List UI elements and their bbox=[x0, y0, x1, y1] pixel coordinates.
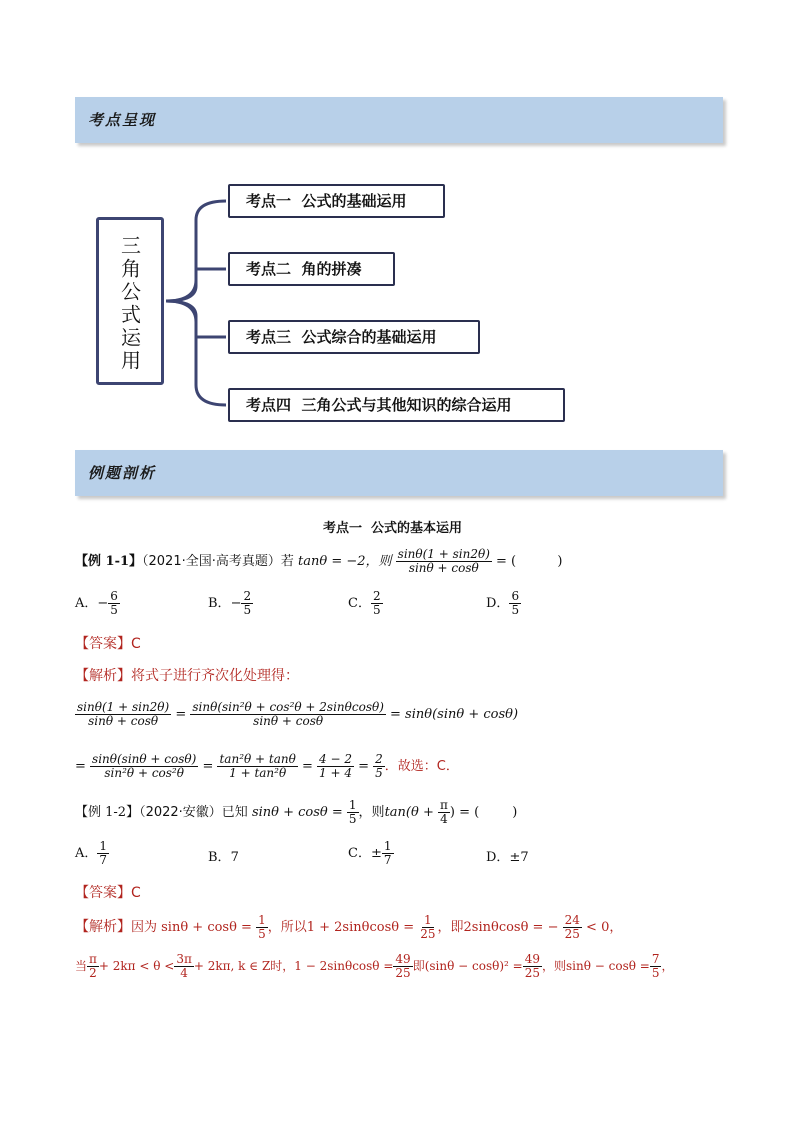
ex2-answer bbox=[75, 882, 141, 902]
option-fraction bbox=[108, 590, 120, 617]
option-sign: ± bbox=[370, 846, 382, 862]
fraction-numerator: 2 bbox=[243, 589, 252, 603]
fraction-numerator: 1 bbox=[99, 839, 108, 853]
analysis-fraction bbox=[563, 914, 582, 941]
fraction-denominator: sinθ + cosθ bbox=[408, 561, 479, 576]
analysis-label: 【解析】 bbox=[75, 919, 131, 936]
derivation-fraction bbox=[190, 701, 386, 728]
fraction-denominator: 1 + tan²θ bbox=[229, 766, 287, 781]
ex1-cond: tanθ = −2，则 bbox=[298, 554, 392, 570]
connector-4 bbox=[166, 301, 226, 405]
connector-2 bbox=[166, 269, 226, 301]
fraction-numerator: 2 bbox=[372, 589, 381, 603]
option-fraction bbox=[371, 590, 383, 617]
fraction-numerator: sinθ(1 + sin2θ) bbox=[397, 547, 490, 561]
derivation-rhs: = sinθ(sinθ + cosθ) bbox=[390, 707, 519, 723]
mindmap-node-1: 考点一 公式的基础运用 bbox=[228, 184, 445, 218]
answer-value: C bbox=[131, 636, 141, 652]
ex1-option-b bbox=[208, 590, 253, 617]
analysis-text: + 2kπ < θ < bbox=[98, 959, 175, 974]
section-title: 考点呈现 bbox=[88, 111, 157, 129]
mindmap-node-2: 考点二 角的拼凑 bbox=[228, 252, 395, 286]
fraction-denominator: 4 bbox=[440, 812, 448, 827]
derivation-fraction bbox=[75, 701, 171, 728]
option-sign: − bbox=[230, 596, 242, 612]
fraction-denominator: 1 + 4 bbox=[319, 766, 352, 781]
option-letter: C． bbox=[348, 596, 371, 612]
fraction-denominator: 5 bbox=[243, 603, 252, 618]
fraction-numerator: 1 bbox=[258, 913, 266, 927]
mindmap-node-3: 考点三 公式综合的基础运用 bbox=[228, 320, 480, 354]
analysis-text: ，则sinθ − cosθ = bbox=[541, 959, 650, 974]
option-fraction bbox=[97, 840, 109, 867]
fraction-numerator: 49 bbox=[395, 952, 411, 966]
ex2-option-d bbox=[486, 846, 529, 865]
fraction-numerator: 7 bbox=[651, 952, 660, 966]
fraction-numerator: 4 − 2 bbox=[319, 752, 352, 766]
ex2-analysis-line-1 bbox=[75, 914, 622, 941]
option-letter: D． bbox=[486, 596, 510, 612]
mindmap-node-4: 考点四 三角公式与其他知识的综合运用 bbox=[228, 388, 565, 422]
fraction-numerator: 2 bbox=[375, 752, 383, 766]
ex1-derivation-line-2: = $\frac{\sin\theta(\sin\theta + \cos\theta)}{\text{sin²θ + cos²θ}}$ = $\frac{\text{tan²θ + tanθ}}{\text{1 + tan²θ}}$ = $\frac{4 - 2}{1 + 4}$ = $\frac{2}{5}$ ．故选：C． bbox=[75, 752, 459, 781]
fraction-numerator: 3π bbox=[176, 952, 192, 966]
fraction-denominator: 25 bbox=[524, 966, 540, 981]
option-value: 7 bbox=[230, 850, 239, 865]
mindmap-root bbox=[96, 217, 164, 385]
fraction-numerator: π bbox=[89, 952, 97, 966]
analysis-fraction bbox=[650, 953, 662, 980]
ex1-option-c bbox=[348, 590, 383, 617]
answer-label: 【答案】 bbox=[75, 885, 131, 901]
ex2-then: ，则 bbox=[358, 805, 385, 821]
fraction-numerator: 24 bbox=[564, 913, 580, 927]
fraction-denominator: 5 bbox=[375, 766, 383, 781]
fraction-numerator: tan²θ + tanθ bbox=[219, 752, 296, 766]
analysis-text: ，即2sinθcosθ = − bbox=[437, 920, 559, 936]
fraction-denominator: 5 bbox=[110, 603, 118, 618]
fraction-denominator: 5 bbox=[511, 603, 520, 618]
ex2-cond: sinθ + cosθ = bbox=[251, 805, 343, 821]
ex2-cond-fraction bbox=[347, 799, 359, 826]
fraction-numerator: 1 bbox=[383, 839, 392, 853]
fraction-denominator: 5 bbox=[651, 966, 660, 981]
option-letter: B． bbox=[208, 596, 231, 612]
option-letter: A． bbox=[75, 846, 98, 862]
ex2-option-c bbox=[348, 840, 394, 867]
analysis-text: < 0， bbox=[586, 920, 623, 936]
analysis-fraction bbox=[256, 914, 268, 941]
fraction-denominator: 2 bbox=[89, 966, 97, 981]
mindmap-root-label: 三角公式运用 bbox=[117, 235, 142, 373]
topic-title: 考点一 公式的基本运用 bbox=[323, 521, 463, 536]
option-letter: C． bbox=[348, 846, 371, 862]
option-fraction bbox=[241, 590, 253, 617]
fraction-numerator: 1 bbox=[424, 913, 432, 927]
analysis-text: 即(sinθ − cosθ)² = bbox=[412, 959, 523, 974]
answer-value: C bbox=[131, 885, 141, 901]
section-title: 例题剖析 bbox=[88, 464, 157, 482]
analysis-text: 当 bbox=[75, 959, 88, 974]
ex1-derivation-line-1: $\frac{\sin\theta(1 + \sin 2\theta)}{\sin\theta + \cos\theta}$ = $\frac{\text{sinθ(sin²θ + cos²θ + 2sinθcosθ)}}{\sin\theta + \cos\theta}$ = sinθ(sinθ + cosθ) bbox=[77, 700, 519, 729]
analysis-fraction bbox=[418, 914, 437, 941]
fraction-denominator: 4 bbox=[180, 966, 188, 981]
answer-label: 【答案】 bbox=[75, 636, 131, 652]
fraction-denominator: 5 bbox=[372, 603, 381, 618]
option-letter: A． bbox=[75, 596, 98, 612]
fraction-numerator: 1 bbox=[348, 798, 357, 812]
analysis-text: + 2kπ, k ∈ Z时，1 − 2sinθcosθ = bbox=[193, 959, 394, 974]
ex1-blank: = ( ) bbox=[496, 554, 563, 570]
analysis-text: ， bbox=[661, 959, 674, 974]
analysis-fraction bbox=[523, 953, 542, 980]
fraction-numerator: π bbox=[439, 798, 448, 812]
option-fraction bbox=[382, 840, 394, 867]
analysis-fraction bbox=[393, 953, 412, 980]
fraction-denominator: 5 bbox=[348, 812, 357, 827]
fraction-numerator: sinθ(sin²θ + cos²θ + 2sinθcosθ) bbox=[192, 700, 384, 714]
analysis-label: 【解析】 bbox=[75, 668, 131, 684]
ex2-option-b bbox=[208, 846, 239, 865]
fraction-numerator: sinθ(sinθ + cosθ) bbox=[92, 752, 197, 766]
fraction-numerator: 6 bbox=[110, 589, 118, 603]
ex2-label: 【例 1-2】 bbox=[75, 805, 140, 821]
analysis-text: ，所以1 + 2sinθcosθ = bbox=[267, 920, 415, 936]
ex2-question bbox=[75, 799, 517, 826]
analysis-fraction bbox=[174, 953, 194, 980]
option-sign: − bbox=[97, 596, 109, 612]
fraction-denominator: 7 bbox=[99, 853, 108, 868]
option-letter: B． bbox=[208, 850, 231, 865]
ex1-option-a bbox=[75, 590, 120, 617]
derivation-conclusion: ．故选：C． bbox=[384, 759, 459, 775]
ex1-question bbox=[75, 548, 563, 575]
fraction-numerator: 49 bbox=[524, 952, 540, 966]
fraction-denominator: 25 bbox=[420, 927, 436, 942]
derivation-fraction bbox=[90, 753, 198, 780]
ex1-answer bbox=[75, 633, 141, 653]
ex2-analysis-line-2 bbox=[75, 953, 673, 980]
ex1-fraction bbox=[396, 548, 492, 575]
ex1-label: 【例 1-1】 bbox=[75, 554, 143, 570]
derivation-fraction bbox=[373, 753, 385, 780]
fraction-denominator: 5 bbox=[258, 927, 266, 942]
ex2-tan-fraction bbox=[438, 799, 450, 826]
fraction-denominator: sin²θ + cos²θ bbox=[104, 766, 184, 781]
derivation-fraction bbox=[217, 753, 297, 780]
derivation-fraction bbox=[317, 753, 354, 780]
fraction-denominator: 25 bbox=[395, 966, 411, 981]
fraction-denominator: sinθ + cosθ bbox=[88, 714, 159, 729]
ex1-source: （2021·全国·高考真题）若 bbox=[142, 554, 294, 570]
ex2-source: （2022·安徽）已知 bbox=[139, 805, 248, 821]
fraction-denominator: 25 bbox=[564, 927, 580, 942]
option-fraction bbox=[509, 590, 521, 617]
ex2-tan-post: ) = ( ) bbox=[449, 805, 518, 821]
fraction-denominator: sinθ + cosθ bbox=[253, 714, 324, 729]
ex2-option-a bbox=[75, 840, 109, 867]
analysis-text: 因为 sinθ + cosθ = bbox=[131, 920, 252, 936]
ex1-analysis bbox=[75, 665, 299, 685]
section-banner-examples bbox=[75, 450, 723, 496]
analysis-text: 将式子进行齐次化处理得： bbox=[131, 668, 299, 684]
ex2-tan-pre: tan(θ + bbox=[384, 805, 434, 821]
fraction-denominator: 7 bbox=[383, 853, 392, 868]
option-letter: D． bbox=[486, 850, 510, 865]
analysis-fraction bbox=[87, 953, 99, 980]
ex1-option-d bbox=[486, 590, 521, 617]
fraction-numerator: sinθ(1 + sin2θ) bbox=[77, 700, 170, 714]
fraction-numerator: 6 bbox=[511, 589, 520, 603]
option-value: ±7 bbox=[509, 850, 529, 865]
